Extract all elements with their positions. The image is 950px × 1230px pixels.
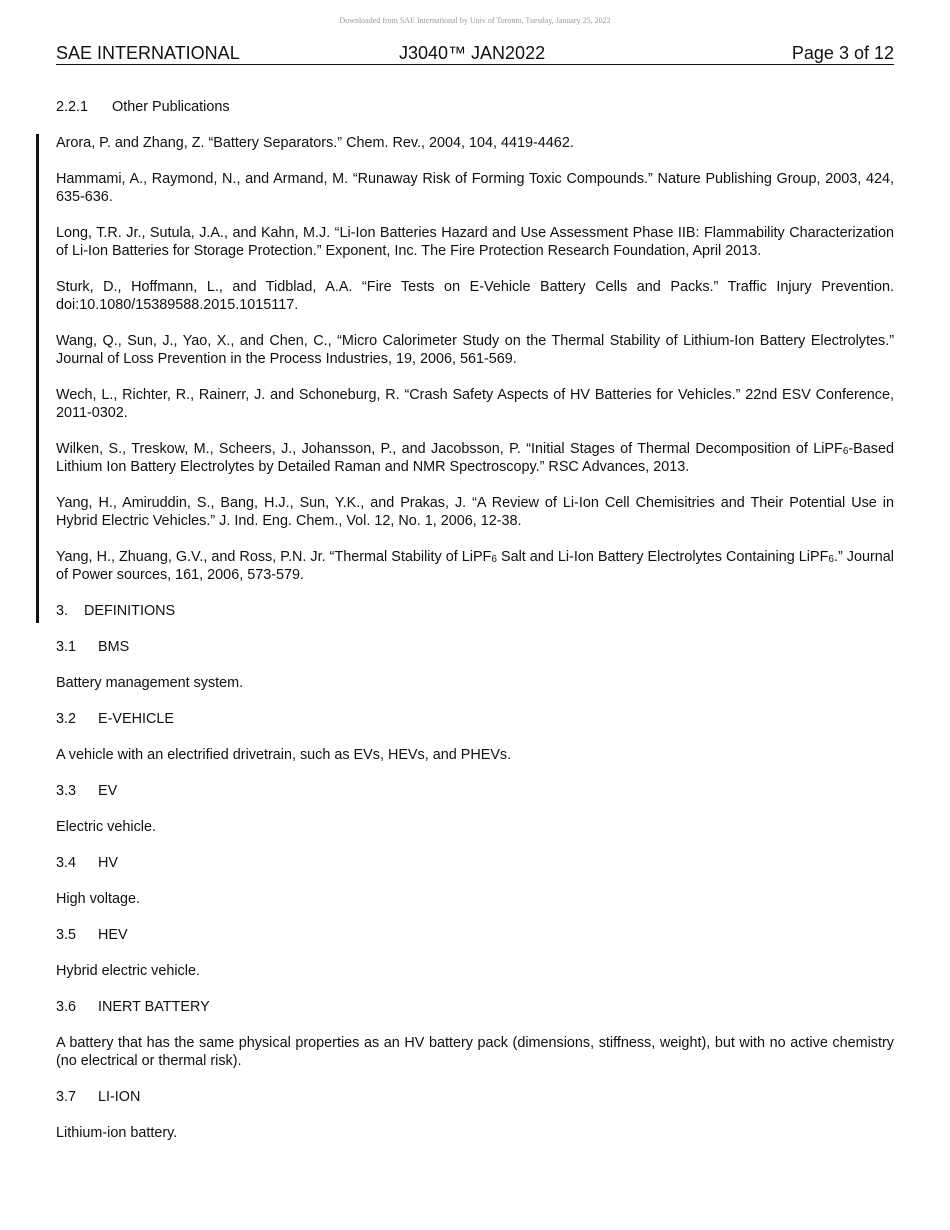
page-header — [56, 43, 894, 65]
section-heading-2-2-1 — [56, 98, 894, 116]
revision-change-bar — [36, 134, 39, 623]
definition-text: Hybrid electric vehicle. — [56, 963, 200, 979]
reference-entry: Yang, H., Amiruddin, S., Bang, H.J., Sun, Y.K., and Prakas, J. “A Review of Li-Ion Cell Chemisitries and Their Potential Use in Hybrid Electric Vehicles.” J. Ind. Eng. Chem., Vol. 12, No. 1, 2006, 12-38. — [56, 495, 894, 529]
definition-heading: 3.7 LI-ION — [56, 1089, 141, 1105]
definition-heading: 3.2 E-VEHICLE — [56, 711, 174, 727]
definition-heading: 3.6 INERT BATTERY — [56, 999, 210, 1015]
definition-text: A vehicle with an electrified drivetrain, such as EVs, HEVs, and PHEVs. — [56, 747, 512, 763]
section-number: 3. — [56, 603, 69, 619]
reference-entry: Arora, P. and Zhang, Z. “Battery Separators.” Chem. Rev., 2004, 104, 4419-4462. — [56, 135, 574, 151]
reference-entry: Long, T.R. Jr., Sutula, J.A., and Kahn, M.J. “Li-Ion Batteries Hazard and Use Assessment Phase IIB: Flammability Characterization of Li-Ion Batteries for Storage Protection.” Exponent, Inc. The Fire Protection Research Foundation, April 2013. — [56, 225, 894, 259]
definition-heading: 3.1 BMS — [56, 639, 130, 655]
definition-heading: 3.5 HEV — [56, 927, 128, 943]
definition-term: HV — [98, 855, 118, 871]
section-heading-3 — [56, 602, 894, 620]
reference-entry: Wech, L., Richter, R., Rainerr, J. and Schoneburg, R. “Crash Safety Aspects of HV Batteries for Vehicles.” 22nd ESV Conference, 2011-0302. — [56, 387, 894, 421]
header-organization: SAE INTERNATIONAL — [56, 43, 240, 63]
header-document-id: J3040™ JAN2022 — [399, 43, 546, 63]
section-number: 2.2.1 — [56, 99, 89, 115]
definition-term: HEV — [98, 927, 128, 943]
reference-entry: Hammami, A., Raymond, N., and Armand, M. “Runaway Risk of Forming Toxic Compounds.” Nature Publishing Group, 2003, 424, 635-636. — [56, 171, 894, 205]
definition-text: Battery management system. — [56, 675, 244, 691]
definition-text: High voltage. — [56, 891, 140, 907]
definition-text: Electric vehicle. — [56, 819, 156, 835]
definition-term: E-VEHICLE — [98, 711, 174, 727]
definition-term: EV — [98, 783, 118, 799]
reference-entry: Wang, Q., Sun, J., Yao, X., and Chen, C., “Micro Calorimeter Study on the Thermal Stability of Lithium-Ion Battery Electrolytes.” Journal of Loss Prevention in the Process Industries, 19, 2006, 561-569. — [56, 333, 894, 367]
reference-entry: Yang, H., Zhuang, G.V., and Ross, P.N. Jr. “Thermal Stability of LiPF$_6$ Salt and Li-Ion Battery Electrolytes Containing LiPF$_6$.” Journal of Power sources, 161, 2006, 573-579. — [56, 549, 895, 583]
definition-heading: 3.3 EV — [56, 783, 118, 799]
section-title: Other Publications — [112, 99, 230, 115]
definition-term: LI-ION — [98, 1089, 141, 1105]
document-body — [56, 98, 894, 1142]
reference-entry: Sturk, D., Hoffmann, L., and Tidblad, A.A. “Fire Tests on E-Vehicle Battery Cells and Packs.” Traffic Injury Prevention. doi:10.1080/15389588.2015.1015117. — [56, 279, 894, 313]
definition-term: INERT BATTERY — [98, 999, 210, 1015]
reference-entry: Wilken, S., Treskow, M., Scheers, J., Johansson, P., and Jacobsson, P. “Initial Stages of Thermal Decomposition of LiPF$_6$-Based Lithium Ion Battery Electrolytes by Detailed Raman and NMR Spectroscopy.” RSC Advances, 2013. — [56, 441, 894, 475]
header-page-number: Page 3 of 12 — [791, 43, 894, 63]
section-title: DEFINITIONS — [84, 603, 176, 619]
definition-text: Lithium-ion battery. — [56, 1125, 178, 1141]
definition-term: BMS — [98, 639, 130, 655]
definition-text: A battery that has the same physical properties as an HV battery pack (dimensions, stiffness, weight), but with no active chemistry (no electrical or thermal risk). — [56, 1035, 894, 1069]
definition-heading: 3.4 HV — [56, 855, 118, 871]
download-watermark: Downloaded from SAE International by Univ of Toronto, Tuesday, January 25, 2022 — [339, 16, 611, 25]
